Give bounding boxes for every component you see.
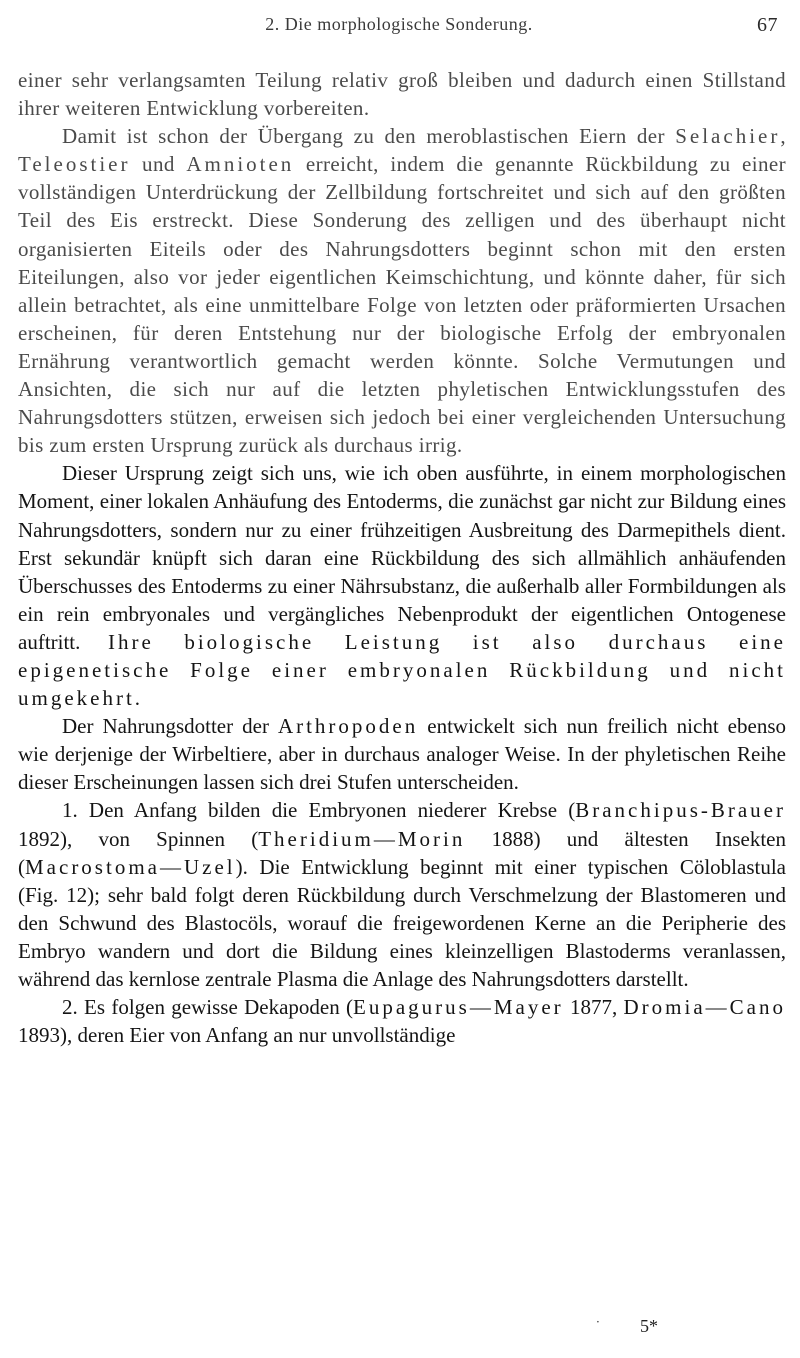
paragraph-text: Damit ist schon der Übergang zu den meroblastischen Eiern der [62, 124, 676, 149]
body-text [18, 66, 786, 1049]
paragraph-text: einer sehr verlangsamten Teilung relativ groß bleiben und dadurch einen Stillstand ihrer weiteren Entwicklung vorbereiten. [18, 68, 786, 121]
paragraph-text: ). Die Entwicklung beginnt mit einer typischen Cöloblastula (Fig. 12); sehr bald folgt deren Rückbildung durch Verschmelzung der Blastomeren und den Schwund des Blastocöls, worauf die freigewordenen Kerne an die Peripherie des Embryo wandern und dort die Bildung eines kleinzelligen Blastoderms veranlassen, während das kernlose zentrale Plasma die Anlage des Nahrungsdotters darstellt. [18, 854, 786, 991]
paragraph-arthropoden [18, 712, 786, 796]
citation-eupagurus: Eupagurus—Mayer [353, 995, 564, 1020]
separator-text: und [130, 152, 187, 177]
paragraph-text: 1877, [563, 995, 624, 1020]
citation-macrostoma: Macrostoma—Uzel [25, 854, 236, 879]
running-head [20, 14, 778, 44]
paragraph-text: 1. Den Anfang bilden die Embryonen niederer Krebse ( [62, 798, 576, 823]
paragraph-stage-2 [18, 993, 786, 1049]
paragraph-text: 1892), von Spinnen ( [18, 826, 259, 851]
taxon-selachier: Selachier [675, 124, 781, 149]
paragraph-meroblastic [18, 122, 786, 459]
taxon-arthropoden: Arthropoden [277, 714, 419, 739]
paragraph-text: 1893), deren Eier von Anfang an nur unvollständige [18, 1023, 456, 1048]
separator-text: , [780, 124, 786, 149]
taxon-amnioten: Amnioten [186, 152, 295, 177]
paragraph-continued [18, 66, 786, 122]
citation-theridium: Theridium—Morin [258, 826, 466, 851]
paragraph-text: entwickelt sich nun freilich nicht ebenso wie derjenige der Wirbeltiere, aber in durchaus analoger Weise. In der phyletischen Reihe dieser Erscheinungen lassen sich drei Stufen unterscheiden. [18, 714, 786, 795]
paragraph-text: erreicht, indem die genannte Rückbildung zu einer vollständigen Unterdrückung der Zellbildung fortschreitet und sich auf den größten Teil des Eis erstreckt. Diese Sonderung des zelligen und des überhaupt nicht organisierten Eiteils oder des Nahrungsdotters beginnt schon mit den ersten Eiteilungen, also vor jeder eigentlichen Keimschichtung, und könnte daher, für sich allein betrachtet, als eine unmittelbare Folge von letzten oder präformierten Ursachen erscheinen, für deren Entstehung nur der biologische Erfolg der embryonalen Ernährung verantwortlich gemacht werden könnte. Solche Vermutungen und Ansichten, die sich nur auf die letzten phyletischen Entwicklungsstufen des Nahrungsdotters stützen, erweisen sich jedoch bei einer vergleichenden Untersuchung bis zum ersten Ursprung zurück als durchaus irrig. [18, 152, 786, 458]
citation-branchipus: Branchipus-Brauer [575, 798, 786, 823]
page-number: 67 [757, 14, 778, 36]
paragraph-origin [18, 459, 786, 712]
signature-dot: · [596, 1315, 600, 1329]
paragraph-text: Dieser Ursprung zeigt sich uns, wie ich oben ausführte, in einem morphologischen Moment, einer lokalen Anhäufung des Entoderms, die zunächst gar nicht zur Bildung eines Nahrungsdotters, sondern nur zu einer frühzeitigen Ausbreitung des Darmepithels dient. Erst sekundär knüpft sich daran eine Rückbildung des sich allmählich anhäufenden Überschusses des Entoderms zu einer Nährsubstanz, die außerhalb aller Formbildungen als ein rein embryonales und vergängliches Nebenprodukt der eigentlichen Ontogenese auftritt. [18, 461, 786, 654]
paragraph-text: 2. Es folgen gewisse Dekapoden ( [62, 995, 354, 1020]
citation-dromia: Dromia—Cano [623, 995, 786, 1020]
paragraph-text: 1888) und ältesten Insekten ( [18, 826, 786, 879]
paragraph-stage-1 [18, 796, 786, 993]
printer-signature: 5* [640, 1316, 658, 1336]
paragraph-text: Der Nahrungsdotter der [62, 714, 278, 739]
taxon-teleostier: Teleostier [18, 152, 131, 177]
spaced-emphasis: Ihre biologische Leistung ist also durchaus eine epigenetische Folge einer embryonalen Rückbildung und nicht umgekehrt. [18, 629, 786, 711]
running-title: 2. Die morphologische Sonderung. [265, 14, 533, 34]
